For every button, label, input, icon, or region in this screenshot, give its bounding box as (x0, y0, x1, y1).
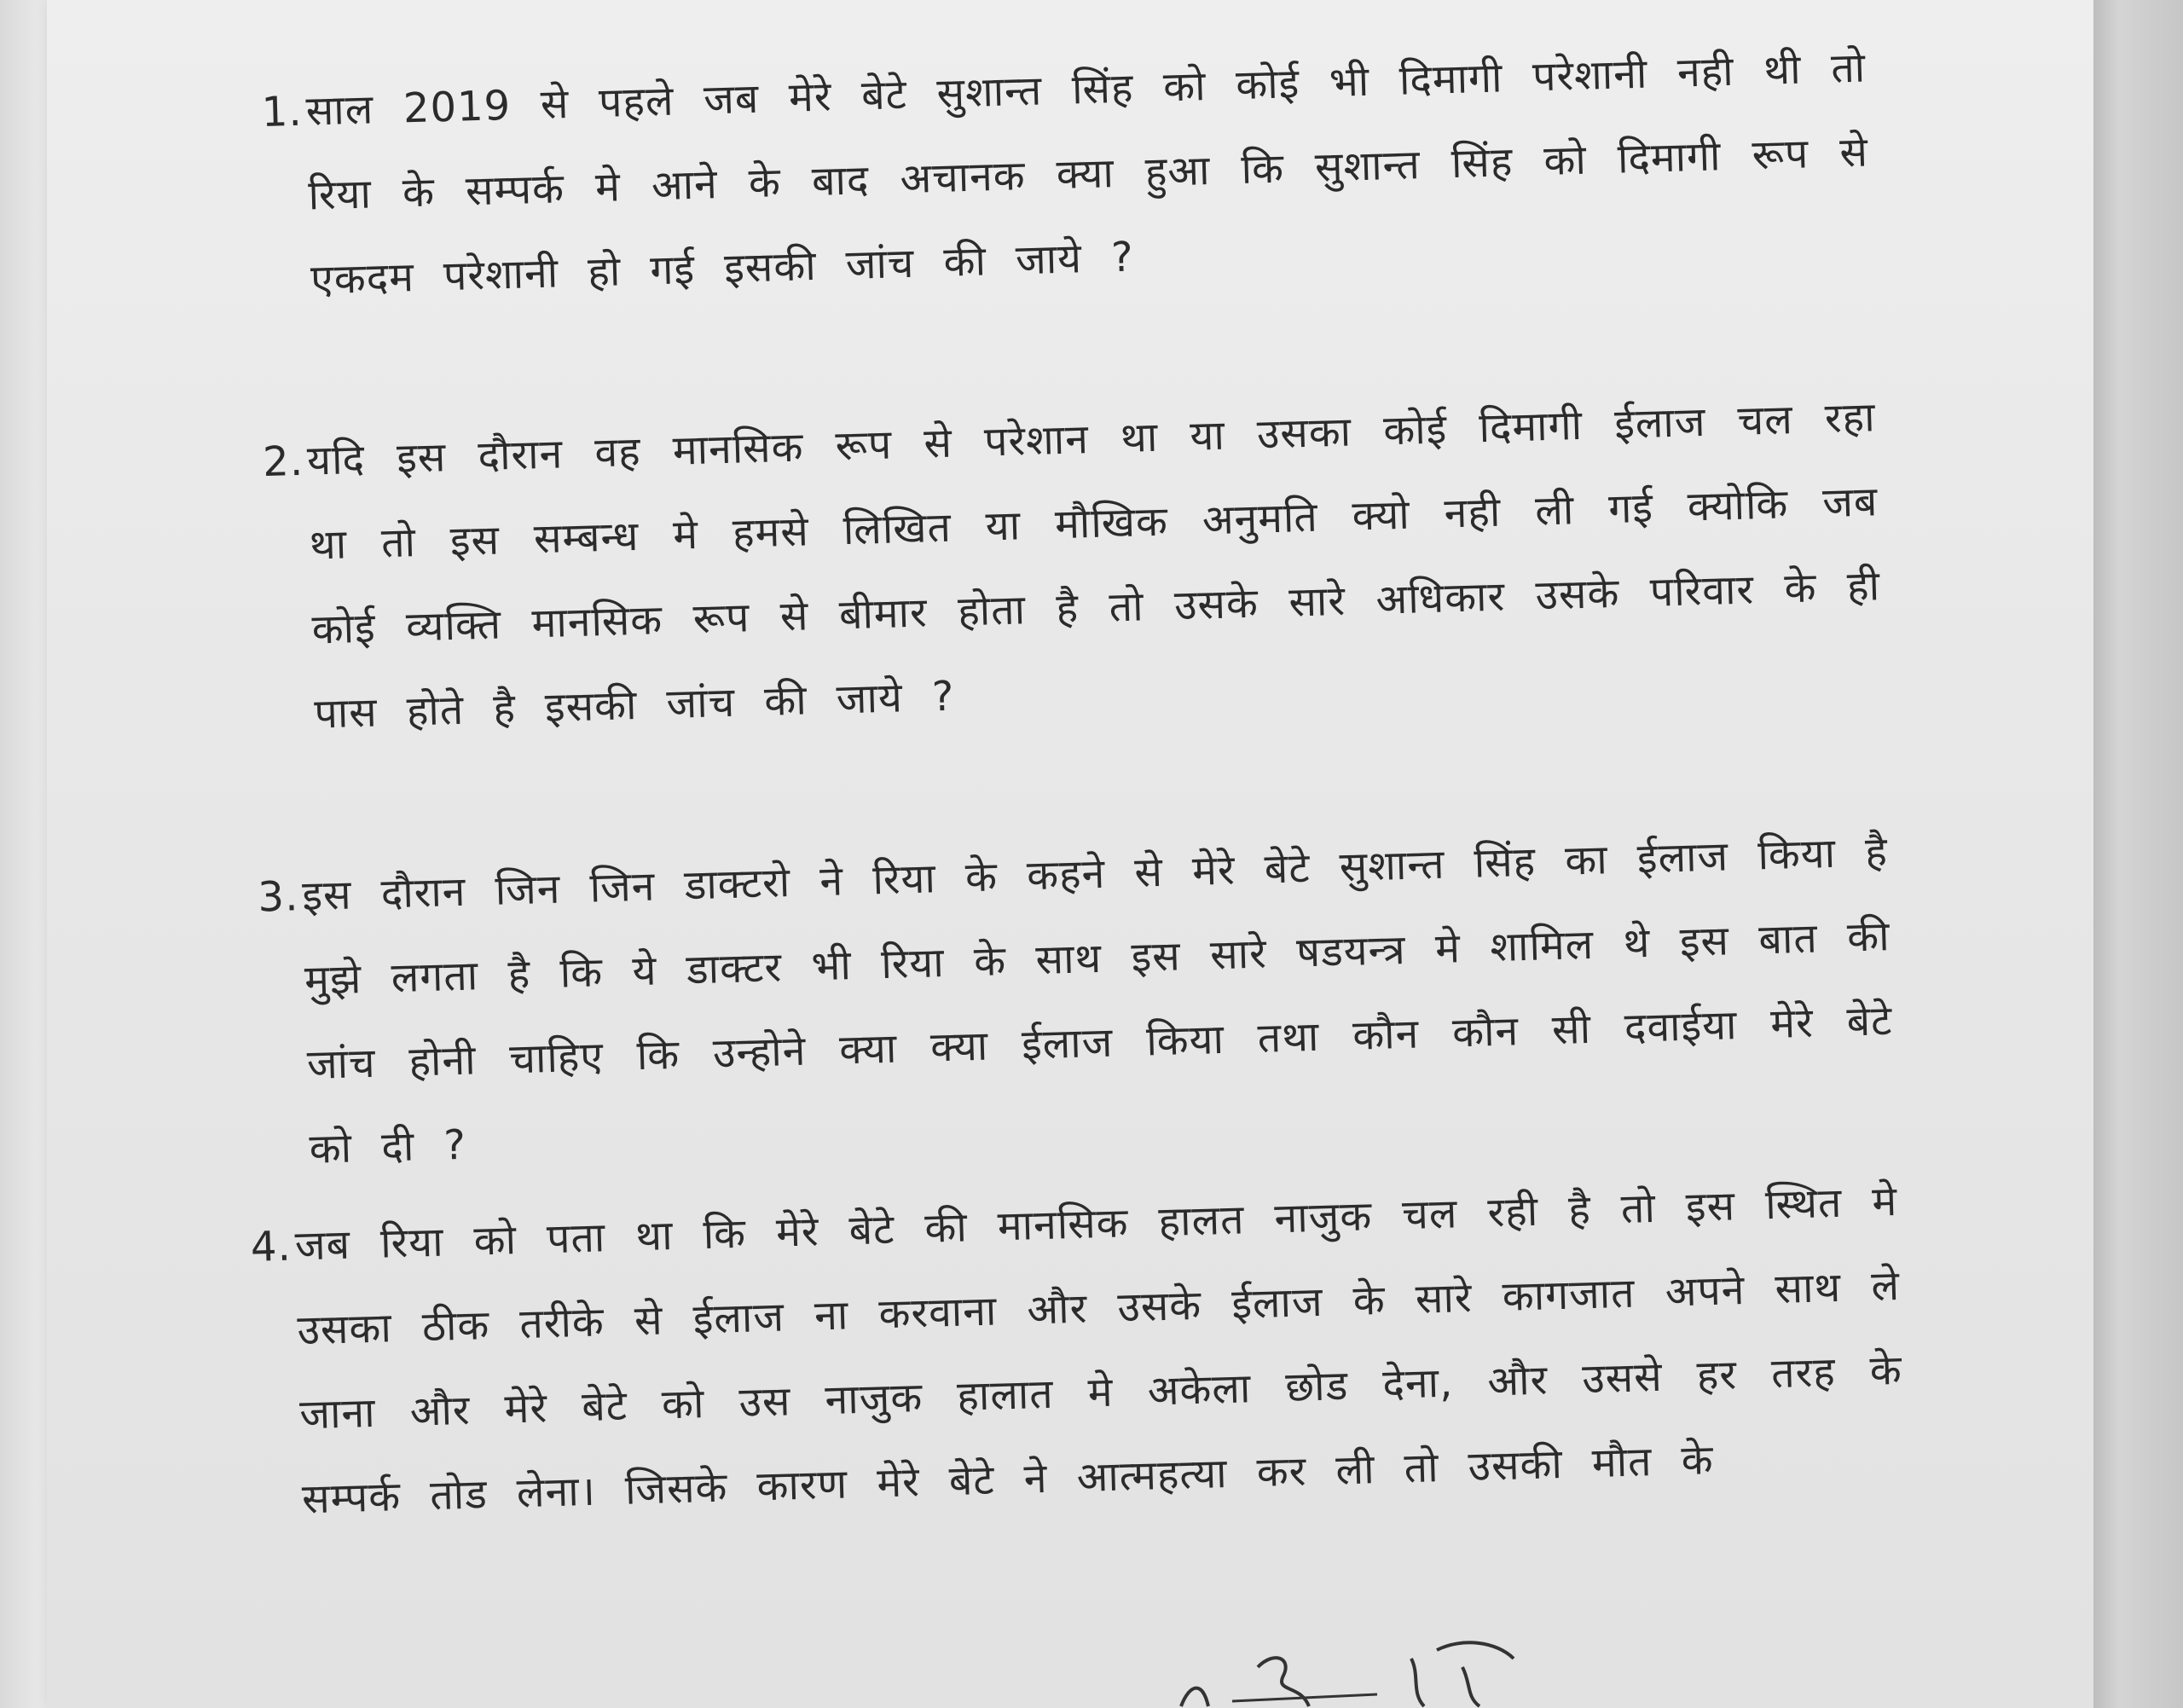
complaint-point-1 (261, 26, 1872, 322)
point-number: 2. (262, 437, 304, 487)
point-text: साल 2019 से पहले जब मेरे बेटे सुशान्त सिंह को कोई भी दिमागी परेशानी नही थी तो रिया के सम्पर्क मे आने के बाद अचानक क्या हुआ कि सुशान्त सिंह को दिमागी रूप से एकदम परेशानी हो गई इसकी जांच की जाये ? (304, 43, 1869, 304)
point-text: जब रिया को पता था कि मेरे बेटे की मानसिक हालत नाजुक चल रही है तो इस स्थित मे उसका ठीक तरीके से ईलाज ना करवाना और उसके ईलाज के सारे कागजात अपने साथ ले जाना और मेरे बेटे को उस नाजुक हालात मे अकेला छोड देना, और उससे हर तरह के सम्पर्क तोड लेना। जिसके कारण मेरे बेटे ने आत्महत्या कर ली तो उसकी मौत के (294, 1177, 1903, 1524)
page-text-area (47, 0, 2140, 1707)
signature-mark (1155, 1633, 1548, 1708)
point-text: यदि इस दौरान वह मानसिक रूप से परेशान था या उसका कोई दिमागी ईलाज चल रहा था तो इस सम्बन्ध मे हमसे लिखित या मौखिक अनुमति क्यो नही ली गई क्योकि जब कोई व्यक्ति मानसिक रूप से बीमार होता है तो उसके सारे अधिकार उसके परिवार के ही पास होते है इसकी जांच की जाये ? (306, 393, 1881, 738)
point-text: इस दौरान जिन जिन डाक्टरो ने रिया के कहने से मेरे बेटे सुशान्त सिंह का ईलाज किया है मुझे लगता है कि ये डाक्टर भी रिया के साथ इस सारे षडयन्त्र मे शामिल थे इस बात की जांच होनी चाहिए कि उन्होने क्या क्या ईलाज किया तथा कौन कौन सी दवाईया मेरे बेटे को दी ? (301, 828, 1894, 1173)
complaint-point-2 (262, 375, 1884, 756)
point-number: 1. (261, 87, 304, 137)
background-edge (2093, 0, 2183, 1708)
document-page (47, 0, 2093, 1708)
point-number: 3. (257, 872, 300, 922)
complaint-point-4 (250, 1160, 1906, 1542)
point-number: 4. (250, 1222, 292, 1271)
complaint-point-3 (257, 810, 1896, 1192)
